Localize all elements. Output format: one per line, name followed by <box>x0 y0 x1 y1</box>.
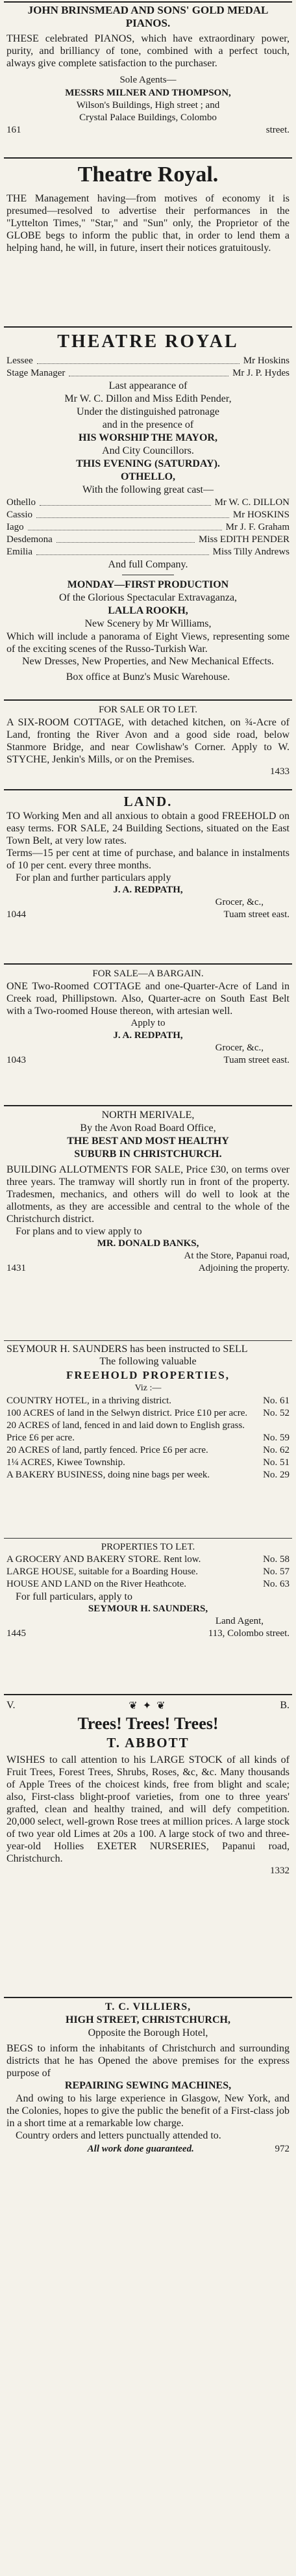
rule <box>4 963 292 965</box>
ornament-row <box>6 1698 290 1713</box>
villiers-name: T. C. VILLIERS, <box>105 2001 191 2012</box>
ornament-icon: ❦ ✦ ❦ <box>129 1700 167 1711</box>
property-no: No. 62 <box>263 1445 290 1455</box>
property-item <box>6 1469 290 1481</box>
let-item <box>6 1554 290 1566</box>
brinsmead-body: THESE celebrated PIANOS, which have extraordinary power, purity, and brilliancy of tone, combined with a perfect touch, always give complete satisfaction to the purchaser. <box>6 33 290 69</box>
cottage-advert <box>6 703 290 787</box>
land-name: J. A. REDPATH, <box>113 885 183 895</box>
saunders-intro: SEYMOUR H. SAUNDERS has been instructed to SELL <box>6 1344 248 1355</box>
brinsmead-agents-heading: Sole Agents— <box>119 75 177 85</box>
let-text: HOUSE AND LAND on the River Heathcote. <box>6 1579 187 1589</box>
let-item <box>6 1566 290 1578</box>
bargain-address: Tuam street east. <box>223 1055 290 1065</box>
rule <box>4 789 292 790</box>
villiers-body-3: Country orders and letters punctually attended to. <box>16 2130 221 2141</box>
cast-row <box>6 497 290 509</box>
bargain-ref: 1043 <box>6 1055 26 1065</box>
top-rule <box>4 1 292 3</box>
property-no: No. 59 <box>263 1433 290 1443</box>
theatre-line: LALLA ROOKH, <box>108 605 188 616</box>
property-no: No. 61 <box>263 1396 290 1406</box>
cast-role: Emilia <box>6 547 32 557</box>
cast-actor: Mr W. C. DILLON <box>214 497 290 508</box>
rule <box>4 326 292 328</box>
let-text: LARGE HOUSE, suitable for a Boarding House. <box>6 1567 198 1577</box>
merivale-body-2: For plans and to view apply to <box>16 1226 142 1237</box>
stage-manager-name: Mr J. P. Hydes <box>232 368 290 378</box>
theatre-line: New Scenery by Mr Williams, <box>84 618 212 629</box>
theatre-royal-advert <box>6 330 290 697</box>
let-item <box>6 1578 290 1591</box>
brinsmead-street: street. <box>265 125 290 135</box>
abbott-name: T. ABBOTT <box>106 1735 190 1750</box>
property-text: 20 ACRES of land, fenced in and laid down to English grass. Price £6 per acre. <box>6 1420 245 1443</box>
property-text: A BAKERY BUSINESS, doing nine bags per week. <box>6 1470 210 1480</box>
let-no: No. 57 <box>263 1567 290 1577</box>
land-trade: Grocer, &c., <box>215 897 264 907</box>
theatre-notice <box>6 161 290 324</box>
cast-role: Desdemona <box>6 534 53 545</box>
saunders-intro-2: The following valuable <box>99 1356 197 1367</box>
rule <box>4 157 292 159</box>
property-text: 100 ACRES of land in the Selwyn district. Price £10 per acre. <box>6 1408 248 1418</box>
land-body-2: Terms—15 per cent at time of purchase, and balance in instalments of 10 per cent. every three months. <box>6 848 290 871</box>
merivale-title-3: THE BEST AND MOST HEALTHY <box>67 1136 229 1147</box>
ornament-letter-left: V. <box>6 1700 16 1711</box>
theatre-line: Last appearance of <box>108 380 188 391</box>
properties-to-let-advert <box>6 1541 290 1691</box>
merivale-title-2: By the Avon Road Board Office, <box>80 1123 216 1134</box>
cottage-ref: 1433 <box>270 766 290 777</box>
property-item <box>6 1395 290 1407</box>
theatre-line: MONDAY—FIRST PRODUCTION <box>67 579 229 590</box>
theatre-line: Which will include a panorama of Eight Views, representing some of the exciting scenes of the Russo-Turkish War. <box>6 631 290 655</box>
property-text: 20 ACRES of land, partly fenced. Price £6 per acre. <box>6 1445 208 1455</box>
land-title: LAND. <box>123 794 173 809</box>
rule <box>4 1105 292 1106</box>
theatre-royal-header: THEATRE ROYAL <box>57 332 239 352</box>
bargain-advert <box>6 967 290 1102</box>
property-no: No. 29 <box>263 1470 290 1480</box>
villiers-body-1: BEGS to inform the inhabitants of Christchurch and surrounding districts that he has Opened the above premises for the express purpose of <box>6 2043 290 2079</box>
rule <box>4 1340 292 1341</box>
merivale-advert <box>6 1109 290 1338</box>
cast-row <box>6 546 290 558</box>
theatre-line: New Dresses, New Properties, and New Mechanical Effects. <box>21 656 274 667</box>
abbott-trees-advert <box>6 1698 290 1994</box>
theatre-line: Box office at Bunz's Music Warehouse. <box>66 671 230 683</box>
bargain-body-1: ONE Two-Roomed COTTAGE and one-Quarter-Acre of Land in Creek road, Phillipstown. Also, Quarter-acre on South East Belt with a Two-roomed House thereon, with artesian well. <box>6 981 290 1017</box>
theatre-line: OTHELLO, <box>120 471 176 482</box>
bargain-name: J. A. REDPATH, <box>113 1030 183 1041</box>
cast-row <box>6 509 290 521</box>
let-body: For full particulars, apply to <box>16 1591 132 1602</box>
bargain-apply: Apply to <box>130 1018 166 1028</box>
cast-actor: Mr J. F. Graham <box>225 522 290 532</box>
cast-actor: Miss Tilly Andrews <box>212 547 290 557</box>
merivale-title-4: SUBURB IN CHRISTCHURCH. <box>74 1149 222 1160</box>
theatre-line: Under the distinguished patronage <box>77 406 219 417</box>
property-no: No. 51 <box>263 1457 290 1468</box>
theatre-line: And full Company. <box>108 559 188 570</box>
cast-row <box>6 521 290 534</box>
brinsmead-title: JOHN BRINSMEAD AND SONS' GOLD MEDAL PIANOS. <box>27 4 269 29</box>
cottage-title: FOR SALE OR TO LET. <box>98 705 198 715</box>
land-ref: 1044 <box>6 909 26 920</box>
property-item <box>6 1444 290 1457</box>
cast-role: Iago <box>6 522 24 532</box>
land-advert <box>6 793 290 961</box>
let-name: SEYMOUR H. SAUNDERS, <box>88 1604 208 1614</box>
merivale-ref: 1431 <box>6 1263 26 1273</box>
merivale-body-1: BUILDING ALLOTMENTS FOR SALE, Price £30, on terms over three years. The tramway will shortly run in front of the property. Tradesmen, mechanics, and others will do well to look at the allotments, as they are accessible and central to the whole of the Christchurch district. <box>6 1164 290 1225</box>
let-text: A GROCERY AND BAKERY STORE. Rent low. <box>6 1554 201 1565</box>
theatre-line: THIS EVENING (SATURDAY). <box>76 458 220 469</box>
let-no: No. 58 <box>263 1554 290 1565</box>
let-address: 113, Colombo street. <box>208 1628 290 1639</box>
ornament-letter-right: B. <box>280 1700 290 1711</box>
land-body-3: For plan and further particulars apply <box>16 872 171 883</box>
cast-list <box>6 497 290 558</box>
rule <box>4 1997 292 1998</box>
let-ref: 1445 <box>6 1628 26 1639</box>
trees-title: Trees! Trees! Trees! <box>77 1714 219 1733</box>
abbott-ref: 1332 <box>270 1866 290 1876</box>
theatre-notice-title: Theatre Royal. <box>77 163 219 187</box>
brinsmead-agents: MESSRS MILNER AND THOMPSON, <box>65 88 231 98</box>
villiers-opposite: Opposite the Borough Hotel, <box>88 2027 208 2038</box>
property-text: COUNTRY HOTEL, in a thriving district. <box>6 1396 172 1406</box>
merivale-address-1: At the Store, Papanui road, <box>184 1251 290 1261</box>
property-item <box>6 1407 290 1420</box>
property-text: 1¼ ACRES, Kiwee Township. <box>6 1457 125 1468</box>
merivale-title-1: NORTH MERIVALE, <box>101 1110 195 1121</box>
theatre-line: Mr W. C. Dillon and Miss Edith Pender, <box>64 393 232 404</box>
villiers-ref: 972 <box>275 2144 290 2154</box>
saunders-viz: Viz :— <box>134 1383 162 1393</box>
cottage-body: A SIX-ROOM COTTAGE, with detached kitchen, on ¾-Acre of Land, fronting the River Avon and a good side road, below Stanmore Bridge, and near Cowlishaw's Corner. Apply to W. STYCHE, Jenkin's Mills, or on the Premises. <box>6 717 290 765</box>
villiers-advert <box>6 2001 290 2573</box>
saunders-sale-advert <box>6 1343 290 1535</box>
theatre-line: HIS WORSHIP THE MAYOR, <box>79 432 217 443</box>
lessee-name: Mr Hoskins <box>243 356 290 366</box>
cast-actor: Mr HOSKINS <box>232 510 290 520</box>
property-no: No. 52 <box>263 1408 290 1418</box>
land-body-1: TO Working Men and all anxious to obtain a good FREEHOLD on easy terms. FOR SALE, 24 Building Sections, situated on the East Town Belt, at very low rates. <box>6 811 290 846</box>
brinsmead-advert <box>6 4 290 155</box>
theatre-notice-body: THE Management having—from motives of economy it is presumed—resolved to advertise their performances in the "Lyttelton Times," "Star," and "Sun" only, the Proprietor of the GLOBE begs to inform the public that, in order to lend them a helping hand, he will, in future, insert their notices gratuitously. <box>6 193 290 254</box>
brinsmead-address-1: Wilson's Buildings, High street ; and <box>76 100 220 111</box>
rule <box>4 699 292 701</box>
merivale-address-2: Adjoining the property. <box>198 1263 290 1273</box>
cast-row <box>6 534 290 546</box>
let-title: PROPERTIES TO LET. <box>101 1542 195 1552</box>
villiers-address: HIGH STREET, CHRISTCHURCH, <box>66 2014 230 2025</box>
cast-role: Cassio <box>6 510 33 520</box>
land-address: Tuam street east. <box>223 909 290 920</box>
let-role: Land Agent, <box>215 1616 264 1626</box>
property-item <box>6 1420 290 1444</box>
merivale-name: MR. DONALD BANKS, <box>97 1238 199 1249</box>
theatre-line: and in the presence of <box>102 419 194 430</box>
rule <box>4 1694 292 1695</box>
villiers-body-2: And owing to his large experience in Glasgow, New York, and the Colonies, hopes to give the public the benefit of a First-class job in a short time at a remarkable low charge. <box>6 2093 290 2129</box>
let-no: No. 63 <box>263 1579 290 1589</box>
brinsmead-ref: 161 <box>6 125 21 135</box>
bargain-trade: Grocer, &c., <box>215 1043 264 1053</box>
lessee-label: Lessee <box>6 356 33 366</box>
villiers-heading: REPAIRING SEWING MACHINES, <box>64 2080 232 2091</box>
cast-role: Othello <box>6 497 36 508</box>
cast-actor: Miss EDITH PENDER <box>198 534 290 545</box>
theatre-line: And City Councillors. <box>102 445 194 456</box>
stage-manager-label: Stage Manager <box>6 368 66 378</box>
property-item <box>6 1457 290 1469</box>
theatre-line: Of the Glorious Spectacular Extravaganza, <box>58 592 238 603</box>
bargain-title: FOR SALE—A BARGAIN. <box>92 969 204 979</box>
abbott-body: WISHES to call attention to his LARGE STOCK of all kinds of Fruit Trees, Forest Trees, Shrubs, Roses, &c, &c. Many thousands of Apple Trees of the choicest kinds, free from blight and scale; also, First-class blight-proof varieties, from one to three years' grafted, clean and healthy trained, and will defy competition. 20,000 select, well-grown Rose trees at million prices. A large stock of two year old Limes at 20s a 100. A large stock of two and three-year-old Hollies EXETER NURSERIES, Papanui road, Christchurch. <box>6 1754 290 1864</box>
theatre-line: With the following great cast— <box>82 484 214 495</box>
brinsmead-address-2: Crystal Palace Buildings, Colombo <box>79 112 217 123</box>
saunders-heading: FREEHOLD PROPERTIES, <box>66 1369 230 1381</box>
villiers-footer: All work done guaranteed. <box>87 2144 194 2154</box>
rule <box>4 1538 292 1539</box>
